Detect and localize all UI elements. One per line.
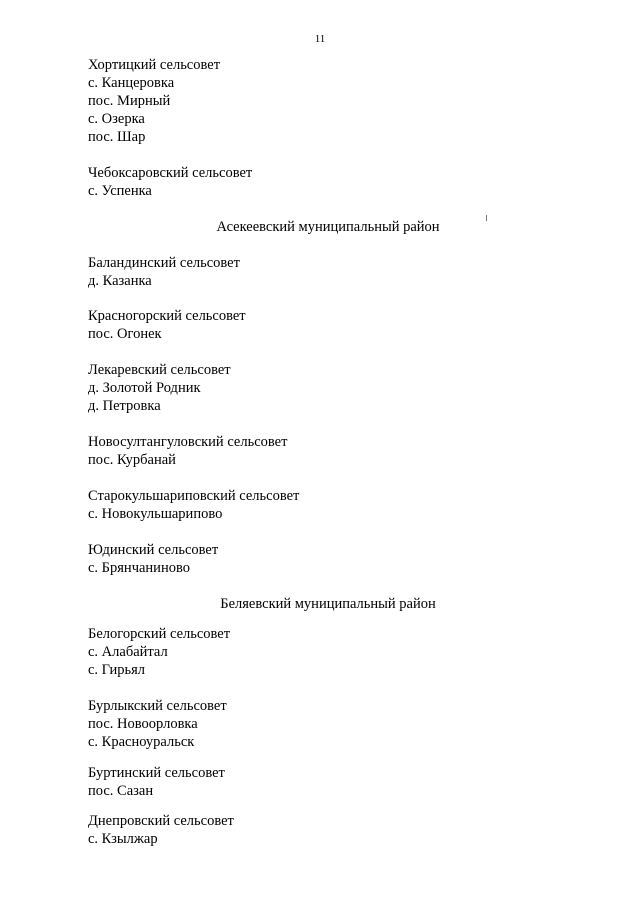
settlement-name: с. Канцеровка: [88, 75, 175, 91]
settlement-name: пос. Огонек: [88, 326, 162, 342]
council-name: Чебоксаровский сельсовет: [88, 165, 253, 181]
settlement-name: пос. Мирный: [88, 93, 171, 109]
settlement-name: с. Алабайтал: [88, 644, 168, 660]
council-name: Баландинский сельсовет: [88, 255, 240, 271]
settlement-name: с. Новокульшарипово: [88, 506, 223, 522]
settlement-name: пос. Курбанай: [88, 452, 176, 468]
settlement-name: пос. Новоорловка: [88, 716, 198, 732]
council-name: Белогорский сельсовет: [88, 626, 231, 642]
council-name: Буртинский сельсовет: [88, 765, 225, 781]
council-name: Днепровский сельсовет: [88, 813, 234, 829]
settlement-name: с. Кзылжар: [88, 831, 158, 847]
district-heading: Беляевский муниципальный район: [220, 596, 436, 612]
council-name: Хортицкий сельсовет: [88, 57, 221, 73]
settlement-name: с. Гирьял: [88, 662, 146, 678]
settlement-name: пос. Шар: [88, 129, 146, 145]
district-heading: Асекеевский муниципальный район: [216, 219, 440, 235]
council-name: Бурлыкский сельсовет: [88, 698, 227, 714]
council-name: Лекаревский сельсовет: [88, 362, 231, 378]
council-name: Красногорский сельсовет: [88, 308, 246, 324]
council-name: Старокульшариповский сельсовет: [88, 488, 300, 504]
settlement-name: с. Успенка: [88, 183, 152, 199]
settlement-name: с. Красноуральск: [88, 734, 195, 750]
council-name: Юдинский сельсовет: [88, 542, 219, 558]
settlement-name: д. Петровка: [88, 398, 161, 414]
settlement-name: с. Брянчаниново: [88, 560, 190, 576]
council-name: Новосултангуловский сельсовет: [88, 434, 288, 450]
scan-mark: [486, 215, 487, 221]
settlement-name: пос. Сазан: [88, 783, 154, 799]
settlement-name: д. Золотой Родник: [88, 380, 201, 396]
settlement-name: д. Казанка: [88, 273, 152, 289]
page-number: 11: [314, 33, 326, 45]
settlement-name: с. Озерка: [88, 111, 145, 127]
